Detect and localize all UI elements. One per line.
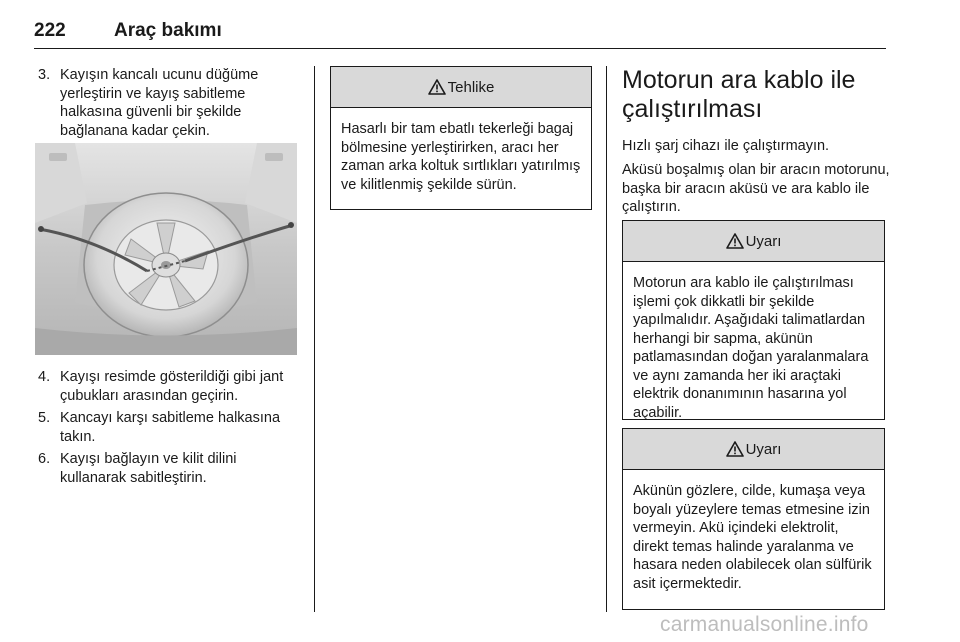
step-3 [38,66,300,140]
step-number: 6. [38,451,51,467]
step-text: Kancayı karşı sabitleme halkasına takın. [60,410,281,445]
spare-wheel-strap-illustration [35,143,297,355]
warning-triangle-icon [428,79,446,95]
danger-label: Tehlike [447,78,495,96]
warning-box-header [623,429,884,470]
danger-text: Hasarlı bir tam ebatlı tekerleği bagaj bölmesine yerleştirirken, aracı her zaman arka koltuk sırtlıkları yatırılmış ve kilitlenmiş şekilde sürün. [341,121,581,193]
step-number: 4. [38,369,51,385]
page-header [34,18,886,49]
paragraph-quick-charger: Hızlı şarj cihazı ile çalıştırmayın. [622,138,830,154]
warning-label: Uyarı [745,440,782,458]
danger-box-header [331,67,591,108]
watermark: carmanualsonline.info [660,613,869,636]
step-text: Kayışı bağlayın ve kilit dilini kullanarak sabitleştirin. [60,451,237,486]
step-text: Kayışın kancalı ucunu düğüme yerleştirin ve kayış sabitleme halkasına güvenli bir şekilde bağlanana kadar çekin. [60,67,259,139]
column-divider [314,66,315,612]
page-title: Araç bakımı [114,20,222,41]
step-number: 3. [38,67,51,83]
warning-triangle-icon [726,233,744,249]
step-number: 5. [38,410,51,426]
step-4 [38,368,300,405]
danger-box [330,66,592,210]
step-5 [38,409,300,446]
warning-box-1 [622,220,885,420]
warning-box-2 [622,428,885,610]
step-text: Kayışı resimde gösterildiği gibi jant çubukları arasından geçirin. [60,369,284,404]
warning-text: Akünün gözlere, cilde, kumaşa veya boyalı yüzeylere temas etmesine izin vermeyin. Akü içindeki elektrolit, direkt temas halinde yaralanma ve hasara neden olabilecek olan sülfürik asit içermektedir. [633,483,872,592]
warning-triangle-icon [726,441,744,457]
page-number: 222 [34,20,66,41]
column-divider [606,66,607,612]
warning-box-header [623,221,884,262]
warning-text: Motorun ara kablo ile çalıştırılması işlemi çok dikkatli bir şekilde yapılmalıdır. Aşağıdaki talimatlardan herhangi bir sapma, akünün patlamasından doğan yaralanmalara ve aynı zamanda her iki araçtaki elektrik donanımının hasarına yol açabilir. [633,275,869,421]
warning-label: Uyarı [745,232,782,250]
paragraph-jump-start: Aküsü boşalmış olan bir aracın motorunu, başka bir aracın aküsü ve ara kablo ile çalıştırın. [622,162,890,215]
section-heading: Motorun ara kablo ile çalıştırılması [622,66,856,123]
step-6 [38,450,300,487]
